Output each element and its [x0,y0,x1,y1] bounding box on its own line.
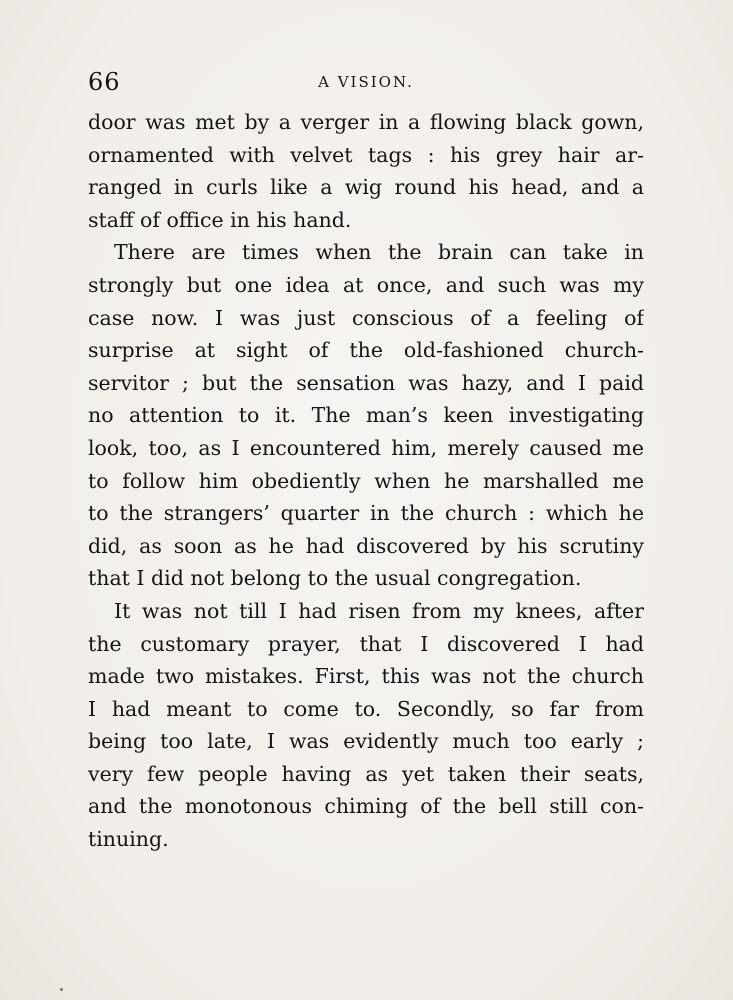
text-line: to the strangers’ quarter in the church : which he [88,501,644,526]
text-line: staff of office in his hand. [88,207,352,232]
text-line: ornamented with velvet tags : his grey hair ar- [88,142,644,167]
text-line: strongly but one idea at once, and such was my [88,272,644,297]
text-line: look, too, as I encountered him, merely caused me [88,435,644,460]
text-line: It was not till I had risen from my knees, after [114,598,644,623]
text-line: case now. I was just conscious of a feeling of [88,305,644,330]
text-line: to follow him obediently when he marshalled me [88,468,644,493]
text-line: I had meant to come to. Secondly, so far from [88,696,644,721]
text-line: being too late, I was evidently much too early ; [88,729,644,754]
paragraph-3 [88,595,644,856]
text-line: and the monotonous chiming of the bell still con- [88,794,644,819]
text-line: There are times when the brain can take in [114,240,644,265]
text-line: tinuing. [88,827,169,852]
paper-speck [60,988,63,991]
text-line: the customary prayer, that I discovered I had [88,631,644,656]
text-line: surprise at sight of the old-fashioned church- [88,338,644,363]
text-line: that I did not belong to the usual congregation. [88,566,582,591]
text-line: door was met by a verger in a flowing black gown, [88,110,644,134]
text-line: ranged in curls like a wig round his head, and a [88,175,644,200]
page-header [88,68,644,98]
text-line: made two mistakes. First, this was not the church [88,664,644,689]
text-line: no attention to it. The man’s keen investigating [88,403,644,428]
text-line: very few people having as yet taken their seats, [88,761,644,786]
body-text [88,106,644,856]
running-head: A VISION. [318,73,414,91]
text-line: servitor ; but the sensation was hazy, and I paid [88,370,644,395]
paragraph-1 [88,106,644,236]
paragraph-2 [88,236,644,595]
text-line: did, as soon as he had discovered by his scrutiny [88,533,644,558]
page-number: 66 [88,68,121,96]
